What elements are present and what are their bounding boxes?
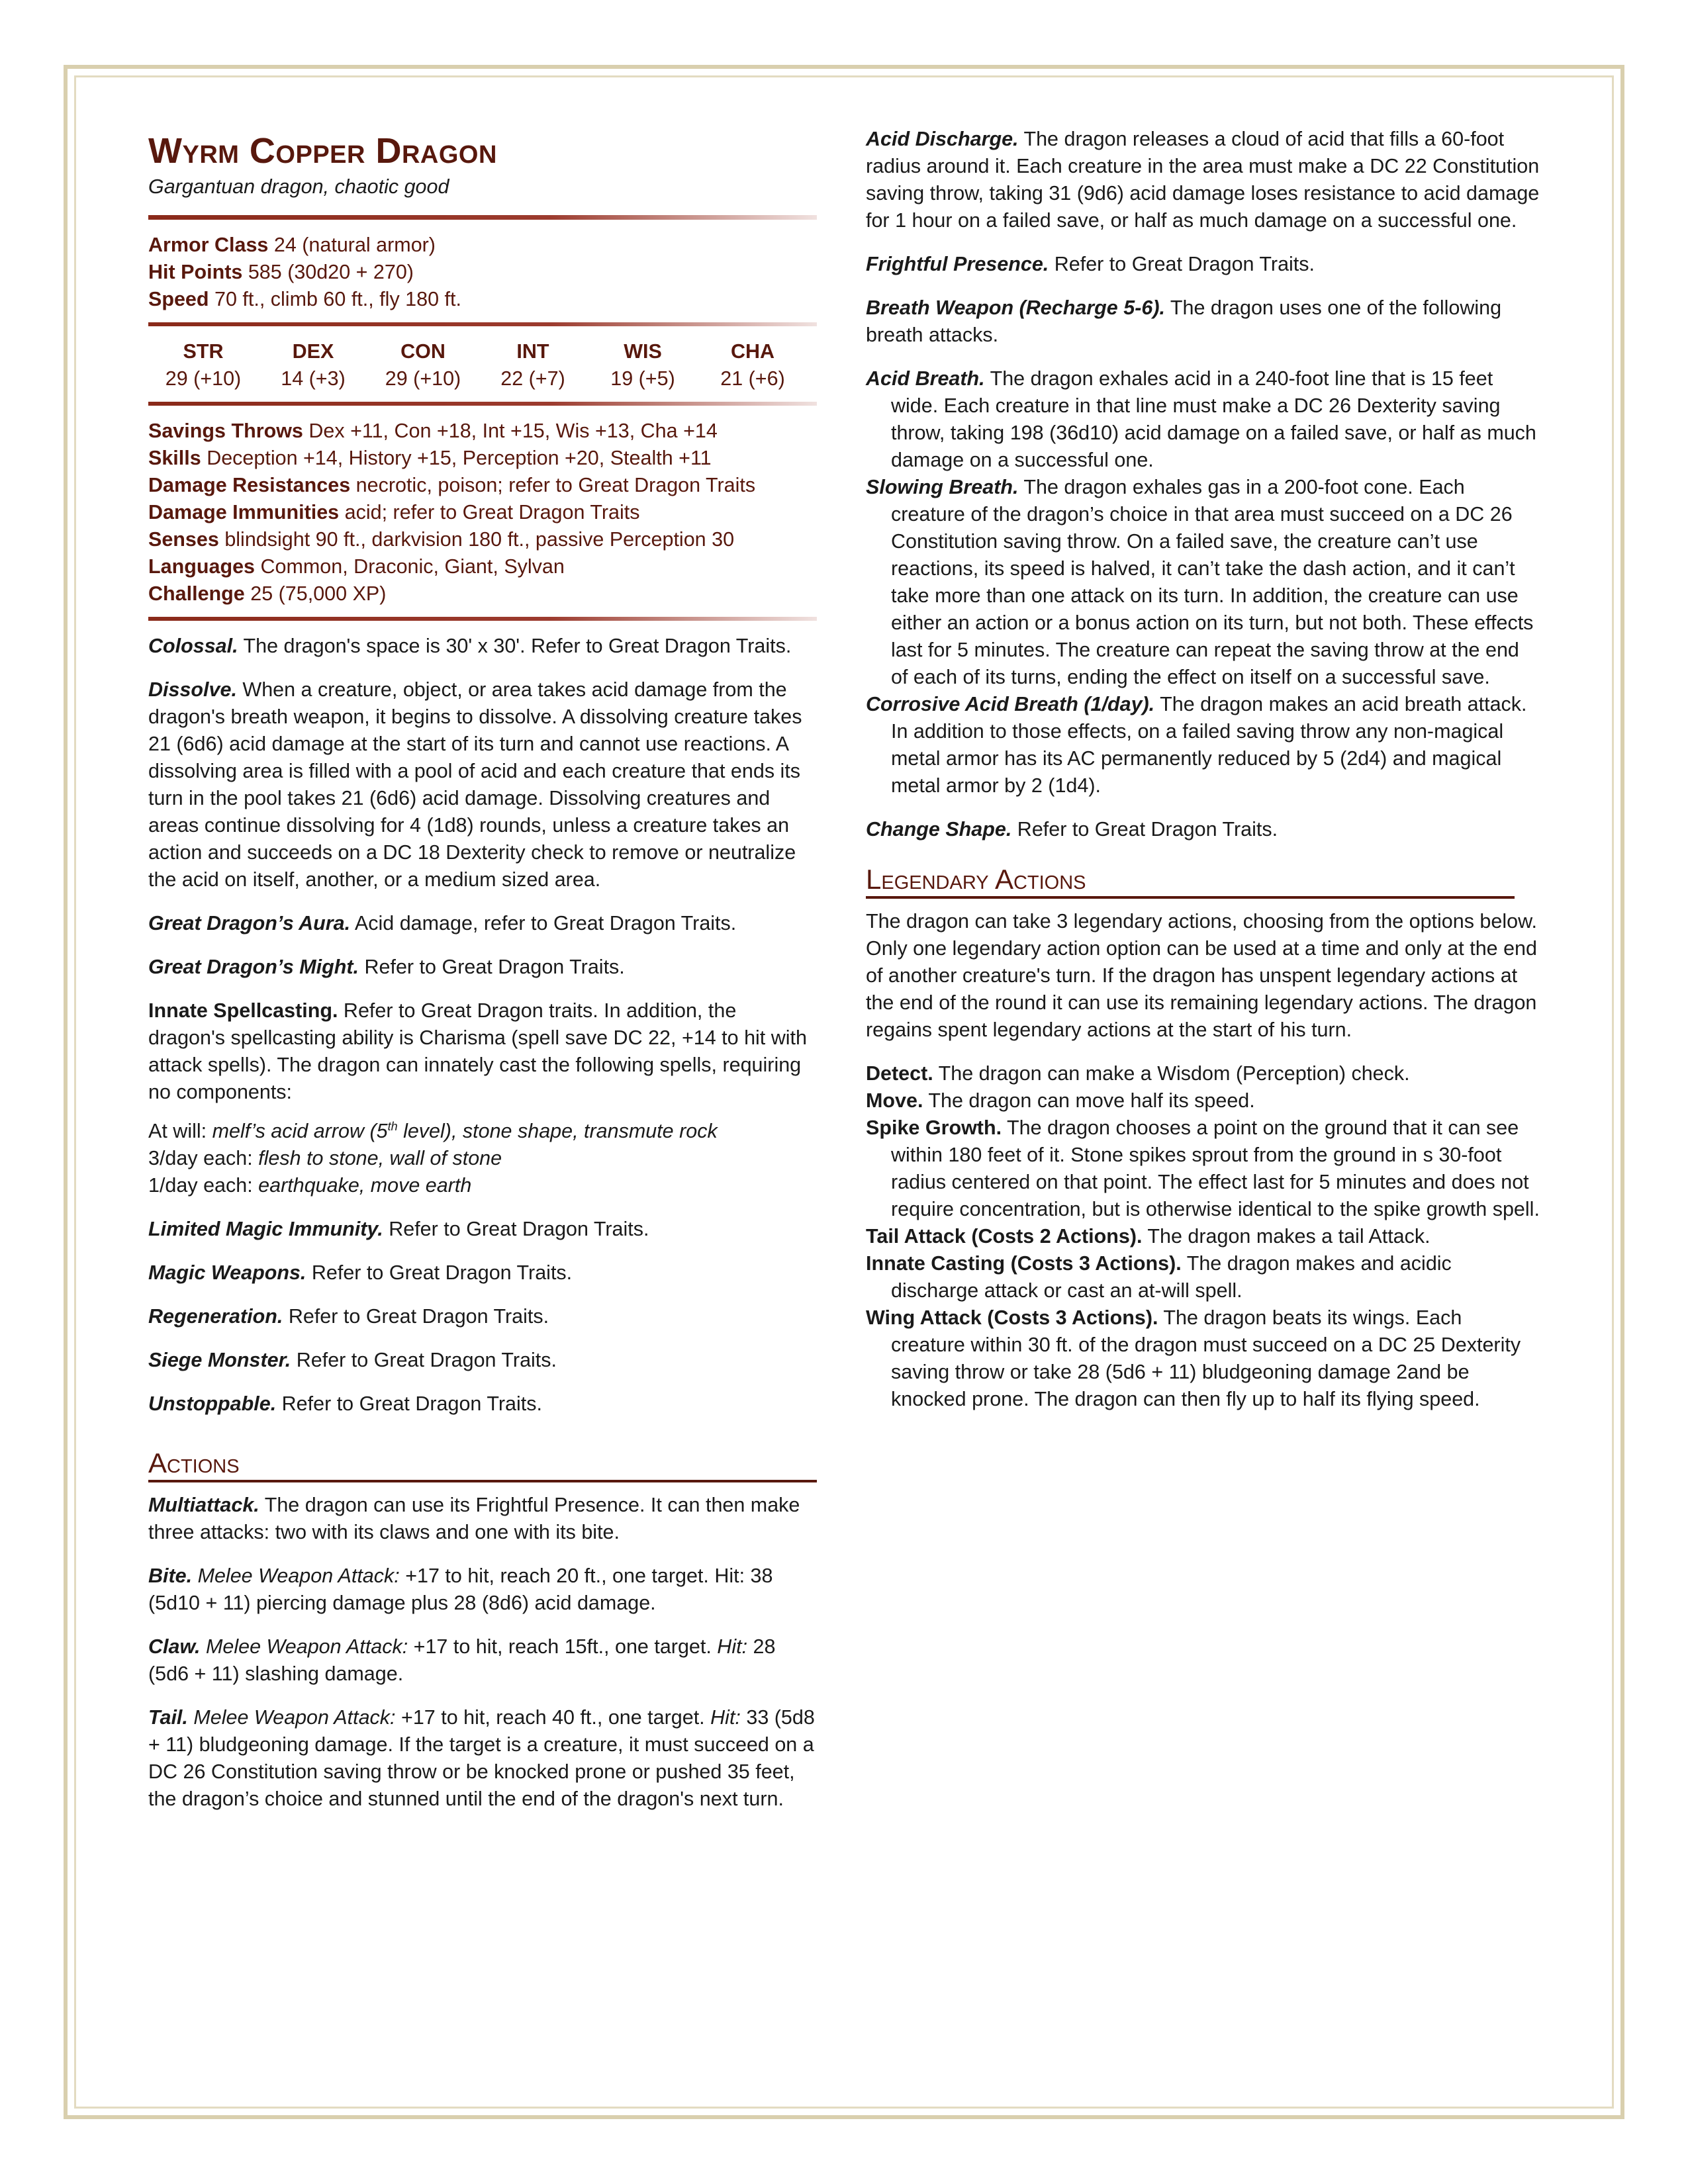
spells-1-day: 1/day each: earthquake, move earth [148,1174,472,1197]
action-acid-discharge: Acid Discharge. The dragon releases a cloud of acid that fills a 60-foot radius around it. Each creature in the area must make a DC 22 Constitution saving throw, taking 31 (9d6) acid damage loses resistance to acid damage for 1 hour on a failed save, or half as much damage on a successful one. [866,128,1540,232]
right-column [866,126,1541,1413]
breath-slowing: Slowing Breath. The dragon exhales gas in a 200-foot cone. Each creature of the dragon’s choice in that area must succeed on a DC 26 Constitution saving throw. On a failed save, the creature can’t use reactions, its speed is halved, it can’t take the dash action, and it can’t take more than one attack on its turn. In addition, the creature can use either an action or a bonus action on its turn, but not both. These effects last for 5 minutes. The creature can repeat the saving throw at the end of each of its turns, ending the effect on itself on a successful save. [866,476,1534,688]
legendary-spike-growth: Spike Growth. The dragon chooses a point on the ground that it can see within 180 feet of it. Stone spikes sprout from the ground in s 30-foot radius centered on that point. The effect last for 5 minutes and does not require concentration, but is otherwise identical to the spike growth spell. [866,1116,1540,1220]
trait-siege-monster: Siege Monster. Refer to Great Dragon Traits. [148,1349,557,1371]
skills: Skills Deception +14, History +15, Perception +20, Stealth +11 [148,447,712,469]
ability-str: STR 29 (+10) [165,340,242,390]
action-change-shape: Change Shape. Refer to Great Dragon Traits. [866,818,1278,841]
senses: Senses blindsight 90 ft., darkvision 180 ft., passive Perception 30 [148,528,735,551]
legendary-intro: The dragon can take 3 legendary actions, choosing from the options below. Only one legendary action option can be used at a time and only at the end of another creature's turn. If the dragon has unspent legendary actions at the end of the round it can use its remaining legendary actions. The dragon regains spent legendary actions at the start of his turn. [866,910,1537,1041]
divider [148,322,817,326]
divider [148,215,817,220]
speed: Speed 70 ft., climb 60 ft., fly 180 ft. [148,288,461,310]
legendary-detect: Detect. The dragon can make a Wisdom (Perception) check. [866,1062,1410,1085]
trait-regeneration: Regeneration. Refer to Great Dragon Traits. [148,1305,549,1328]
monster-name: Wyrm Copper Dragon [148,131,497,171]
trait-limited-magic-immunity: Limited Magic Immunity. Refer to Great Dragon Traits. [148,1218,649,1240]
armor-class: Armor Class 24 (natural armor) [148,234,436,256]
damage-resistances: Damage Resistances necrotic, poison; refer to Great Dragon Traits [148,474,756,496]
challenge: Challenge 25 (75,000 XP) [148,582,387,605]
action-tail: Tail. Melee Weapon Attack: +17 to hit, reach 40 ft., one target. Hit: 33 (5d8 + 11) bludgeoning damage. If the target is a creature, it must succeed on a DC 26 Constitution saving throw or be knocked prone or pushed 35 feet, the dragon’s choice and stunned until the end of the dragon's next turn. [148,1706,815,1810]
trait-magic-weapons: Magic Weapons. Refer to Great Dragon Traits. [148,1261,573,1284]
ability-wis: WIS 19 (+5) [610,340,675,390]
action-bite: Bite. Melee Weapon Attack: +17 to hit, reach 20 ft., one target. Hit: 38 (5d10 + 11) piercing damage plus 28 (8d6) acid damage. [148,1565,773,1614]
divider [148,402,817,406]
breath-corrosive: Corrosive Acid Breath (1/day). The dragon makes an acid breath attack. In addition to those effects, on a failed saving throw any non-magical metal armor has its AC permanently reduced by 5 (2d4) and magical metal armor by 2 (1d4). [866,693,1527,797]
trait-aura: Great Dragon’s Aura. Acid damage, refer to Great Dragon Traits. [148,912,737,934]
legendary-innate-casting: Innate Casting (Costs 3 Actions). The dragon makes and acidic discharge attack or cast an at-will spell. [866,1252,1452,1302]
trait-might: Great Dragon’s Might. Refer to Great Dragon Traits. [148,956,625,978]
action-multiattack: Multiattack. The dragon can use its Frightful Presence. It can then make three attacks: two with its claws and one with its bite. [148,1494,800,1543]
actions-heading: Actions [148,1447,817,1482]
ability-dex: DEX 14 (+3) [281,340,346,390]
legendary-actions-heading: Legendary Actions [866,863,1515,899]
left-column [148,130,817,1813]
languages: Languages Common, Draconic, Giant, Sylvan [148,555,565,578]
ability-scores [148,338,810,392]
trait-colossal: Colossal. The dragon's space is 30' x 30'. Refer to Great Dragon Traits. [148,635,792,657]
ability-con: CON 29 (+10) [385,340,461,390]
ability-cha: CHA 21 (+6) [720,340,785,390]
trait-unstoppable: Unstoppable. Refer to Great Dragon Traits. [148,1392,542,1415]
action-frightful-presence: Frightful Presence. Refer to Great Dragon Traits. [866,253,1315,275]
legendary-move: Move. The dragon can move half its speed. [866,1089,1255,1112]
saving-throws: Savings Throws Dex +11, Con +18, Int +15, Wis +13, Cha +14 [148,420,718,442]
trait-dissolve: Dissolve. When a creature, object, or area takes acid damage from the dragon's breath weapon, it begins to dissolve. A dissolving creature takes 21 (6d6) acid damage at the start of its turn and cannot use reactions. A dissolving area is filled with a pool of acid and each creature that ends its turn in the pool takes 21 (6d6) acid damage. Dissolving creatures and areas continue dissolving for 4 (1d8) rounds, unless a creature takes an action and succeeds on a DC 18 Dexterity check to remove or neutralize the acid on itself, another, or a medium sized area. [148,678,802,891]
breath-acid: Acid Breath. The dragon exhales acid in a 240-foot line that is 15 feet wide. Each creature in that line must make a DC 26 Dexterity saving throw, taking 198 (36d10) acid damage on a failed save, or half as much damage on a successful one. [866,367,1536,471]
legendary-wing-attack: Wing Attack (Costs 3 Actions). The dragon beats its wings. Each creature within 30 ft. of the dragon must succeed on a DC 25 Dexterity saving throw or take 28 (5d6 + 11) bludgeoning damage 2and be knocked prone. The dragon can then fly up to half its flying speed. [866,1306,1521,1410]
monster-type: Gargantuan dragon, chaotic good [148,175,449,198]
legendary-tail-attack: Tail Attack (Costs 2 Actions). The dragon makes a tail Attack. [866,1225,1430,1248]
trait-innate-spellcasting: Innate Spellcasting. Refer to Great Dragon traits. In addition, the dragon's spellcasting ability is Charisma (spell save DC 22, +14 to hit with attack spells). The dragon can innately cast the following spells, requiring no components: [148,999,807,1103]
ability-int: INT 22 (+7) [500,340,565,390]
divider [148,617,817,621]
hit-points: Hit Points 585 (30d20 + 270) [148,261,414,283]
spells-at-will: At will: melf’s acid arrow (5th level), stone shape, transmute rock [148,1119,718,1142]
spells-3-day: 3/day each: flesh to stone, wall of stone [148,1147,502,1169]
action-breath-weapon: Breath Weapon (Recharge 5-6). The dragon uses one of the following breath attacks. [866,296,1502,346]
damage-immunities: Damage Immunities acid; refer to Great Dragon Traits [148,501,640,523]
action-claw: Claw. Melee Weapon Attack: +17 to hit, reach 15ft., one target. Hit: 28 (5d6 + 11) slashing damage. [148,1635,776,1685]
